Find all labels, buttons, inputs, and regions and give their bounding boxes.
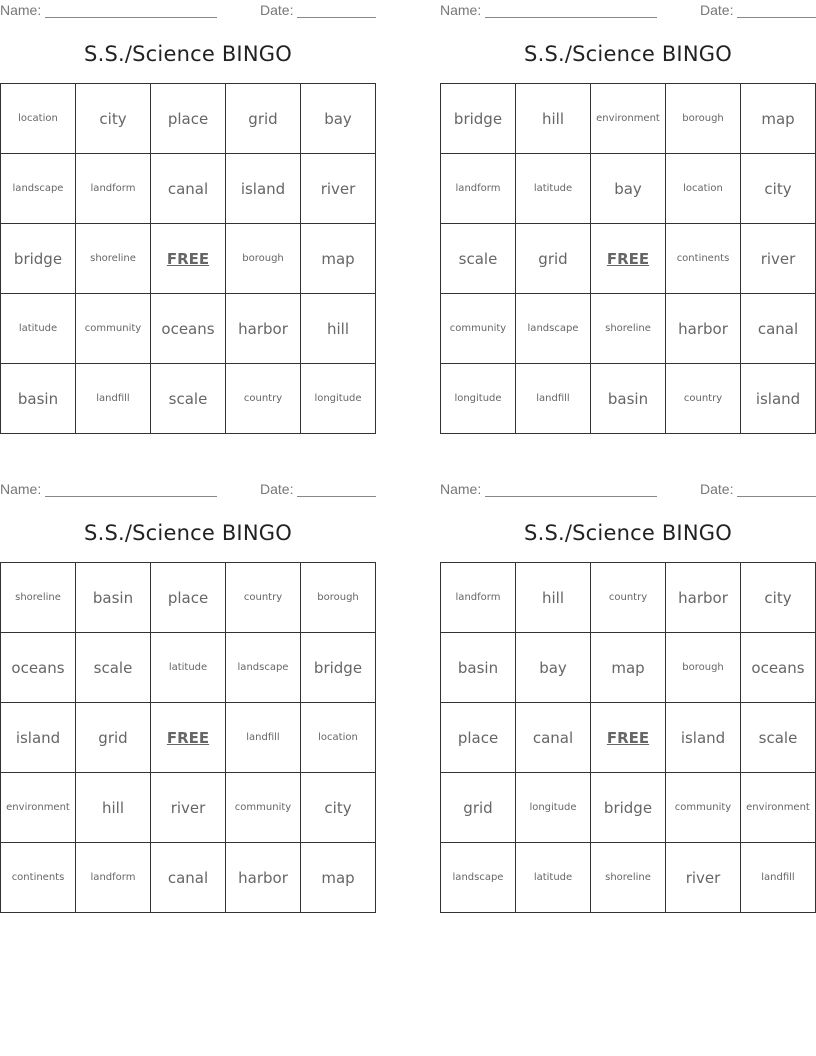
bingo-cell[interactable]: country [226, 563, 301, 633]
grid-row [441, 773, 816, 843]
bingo-cell[interactable]: scale [76, 633, 151, 703]
date-label: Date: [700, 481, 734, 497]
grid-row [1, 224, 376, 294]
bingo-cell[interactable]: grid [441, 773, 516, 843]
bingo-cell[interactable]: borough [666, 84, 741, 154]
bingo-cell[interactable]: grid [516, 224, 591, 294]
bingo-cell[interactable]: harbor [226, 843, 301, 913]
bingo-cell[interactable]: landscape [441, 843, 516, 913]
bingo-cell[interactable]: shoreline [76, 224, 151, 294]
name-label: Name: [0, 481, 42, 497]
grid-row [441, 224, 816, 294]
bingo-cell[interactable]: canal [151, 843, 226, 913]
bingo-cell[interactable]: canal [151, 154, 226, 224]
grid-row [1, 633, 376, 703]
bingo-cell[interactable]: landscape [1, 154, 76, 224]
bingo-cell[interactable]: borough [666, 633, 741, 703]
bingo-cell[interactable]: continents [1, 843, 76, 913]
bingo-cell[interactable]: landfill [516, 364, 591, 434]
grid-row [441, 563, 816, 633]
bingo-cell[interactable]: bay [591, 154, 666, 224]
bingo-cell[interactable]: borough [301, 563, 376, 633]
bingo-cell[interactable]: canal [516, 703, 591, 773]
bingo-cell[interactable]: grid [76, 703, 151, 773]
bingo-grid [440, 562, 816, 913]
bingo-cell[interactable]: map [591, 633, 666, 703]
bingo-cell[interactable]: scale [441, 224, 516, 294]
bingo-cell[interactable]: continents [666, 224, 741, 294]
name-field[interactable] [485, 496, 657, 497]
bingo-card-2 [440, 0, 816, 440]
bingo-cell[interactable]: scale [151, 364, 226, 434]
free-space[interactable]: FREE [151, 224, 226, 294]
bingo-cell[interactable]: environment [1, 773, 76, 843]
bingo-cell[interactable]: map [301, 843, 376, 913]
grid-row [1, 154, 376, 224]
grid-row [441, 84, 816, 154]
bingo-cell[interactable]: shoreline [1, 563, 76, 633]
bingo-cell[interactable]: city [741, 563, 816, 633]
bingo-card-4 [440, 479, 816, 919]
name-field[interactable] [45, 496, 217, 497]
free-space[interactable]: FREE [591, 703, 666, 773]
bingo-cell[interactable]: island [666, 703, 741, 773]
grid-row [1, 364, 376, 434]
name-label: Name: [0, 2, 42, 18]
bingo-cell[interactable]: landfill [226, 703, 301, 773]
bingo-cell[interactable]: island [226, 154, 301, 224]
bingo-card-3 [0, 479, 376, 919]
free-space[interactable]: FREE [591, 224, 666, 294]
bingo-cell[interactable]: basin [441, 633, 516, 703]
grid-row [441, 703, 816, 773]
grid-row [441, 154, 816, 224]
bingo-grid [0, 83, 376, 434]
bingo-cell[interactable]: hill [516, 563, 591, 633]
bingo-cell[interactable]: landscape [516, 294, 591, 364]
bingo-cell[interactable]: latitude [1, 294, 76, 364]
bingo-cell[interactable]: river [151, 773, 226, 843]
bingo-cell[interactable]: canal [741, 294, 816, 364]
bingo-cell[interactable]: location [666, 154, 741, 224]
grid-row [441, 364, 816, 434]
grid-row [1, 294, 376, 364]
bingo-cell[interactable]: landform [441, 154, 516, 224]
bingo-cell[interactable]: bridge [591, 773, 666, 843]
card-title: S.S./Science BINGO [84, 521, 292, 545]
bingo-cell[interactable]: landform [441, 563, 516, 633]
bingo-cell[interactable]: map [741, 84, 816, 154]
grid-row [441, 633, 816, 703]
bingo-cell[interactable]: oceans [741, 633, 816, 703]
date-field[interactable] [297, 17, 376, 18]
bingo-cell[interactable]: basin [76, 563, 151, 633]
name-label: Name: [440, 2, 482, 18]
bingo-cell[interactable]: community [226, 773, 301, 843]
card-title: S.S./Science BINGO [84, 42, 292, 66]
name-date-header [440, 2, 816, 18]
grid-row [1, 843, 376, 913]
bingo-cell[interactable]: country [591, 563, 666, 633]
bingo-cell[interactable]: river [741, 224, 816, 294]
bingo-cell[interactable]: bay [301, 84, 376, 154]
bingo-cell[interactable]: longitude [301, 364, 376, 434]
bingo-cell[interactable]: place [441, 703, 516, 773]
card-title: S.S./Science BINGO [524, 42, 732, 66]
date-label: Date: [260, 481, 294, 497]
bingo-cell[interactable]: map [301, 224, 376, 294]
bingo-cell[interactable]: location [301, 703, 376, 773]
bingo-cell[interactable]: hill [301, 294, 376, 364]
bingo-cell[interactable]: grid [226, 84, 301, 154]
bingo-cell[interactable]: harbor [226, 294, 301, 364]
name-field[interactable] [485, 17, 657, 18]
grid-row [441, 843, 816, 913]
bingo-cell[interactable]: borough [226, 224, 301, 294]
bingo-cell[interactable]: harbor [666, 563, 741, 633]
name-label: Name: [440, 481, 482, 497]
date-field[interactable] [297, 496, 376, 497]
bingo-cell[interactable]: country [226, 364, 301, 434]
bingo-cell[interactable]: place [151, 563, 226, 633]
bingo-cell[interactable]: bridge [301, 633, 376, 703]
bingo-cell[interactable]: landform [76, 843, 151, 913]
bingo-cell[interactable]: river [666, 843, 741, 913]
grid-row [1, 703, 376, 773]
date-field[interactable] [737, 17, 816, 18]
bingo-cell[interactable]: landscape [226, 633, 301, 703]
bingo-cell[interactable]: latitude [516, 154, 591, 224]
bingo-cell[interactable]: country [666, 364, 741, 434]
bingo-cell[interactable]: basin [1, 364, 76, 434]
card-title: S.S./Science BINGO [524, 521, 732, 545]
bingo-cell[interactable]: island [1, 703, 76, 773]
bingo-cell[interactable]: community [666, 773, 741, 843]
bingo-cell[interactable]: basin [591, 364, 666, 434]
grid-row [1, 773, 376, 843]
bingo-cell[interactable]: longitude [441, 364, 516, 434]
bingo-cell[interactable]: landform [76, 154, 151, 224]
bingo-cell[interactable]: shoreline [591, 294, 666, 364]
bingo-cell[interactable]: landfill [76, 364, 151, 434]
free-space[interactable]: FREE [151, 703, 226, 773]
bingo-cell[interactable]: longitude [516, 773, 591, 843]
bingo-cell[interactable]: bridge [1, 224, 76, 294]
bingo-cell[interactable]: river [301, 154, 376, 224]
bingo-cell[interactable]: environment [741, 773, 816, 843]
grid-row [441, 294, 816, 364]
name-date-header [0, 2, 376, 18]
bingo-grid [0, 562, 376, 913]
bingo-cell[interactable]: latitude [516, 843, 591, 913]
name-date-header [0, 481, 376, 497]
grid-row [1, 84, 376, 154]
bingo-cell[interactable]: community [76, 294, 151, 364]
date-label: Date: [260, 2, 294, 18]
date-label: Date: [700, 2, 734, 18]
bingo-grid [440, 83, 816, 434]
bingo-cell[interactable]: landfill [741, 843, 816, 913]
bingo-cell[interactable]: oceans [1, 633, 76, 703]
bingo-cell[interactable]: bridge [441, 84, 516, 154]
bingo-cell[interactable]: community [441, 294, 516, 364]
bingo-cell[interactable]: scale [741, 703, 816, 773]
bingo-cell[interactable]: place [151, 84, 226, 154]
bingo-cell[interactable]: city [301, 773, 376, 843]
grid-row [1, 563, 376, 633]
bingo-cell[interactable]: location [1, 84, 76, 154]
bingo-cell[interactable]: island [741, 364, 816, 434]
name-date-header [440, 481, 816, 497]
bingo-cell[interactable]: hill [76, 773, 151, 843]
bingo-cell[interactable]: shoreline [591, 843, 666, 913]
bingo-cell[interactable]: harbor [666, 294, 741, 364]
bingo-cell[interactable]: oceans [151, 294, 226, 364]
bingo-cell[interactable]: latitude [151, 633, 226, 703]
bingo-card-1 [0, 0, 376, 440]
bingo-cell[interactable]: bay [516, 633, 591, 703]
bingo-cell[interactable]: city [76, 84, 151, 154]
name-field[interactable] [45, 17, 217, 18]
bingo-cell[interactable]: city [741, 154, 816, 224]
date-field[interactable] [737, 496, 816, 497]
bingo-cell[interactable]: environment [591, 84, 666, 154]
bingo-cell[interactable]: hill [516, 84, 591, 154]
